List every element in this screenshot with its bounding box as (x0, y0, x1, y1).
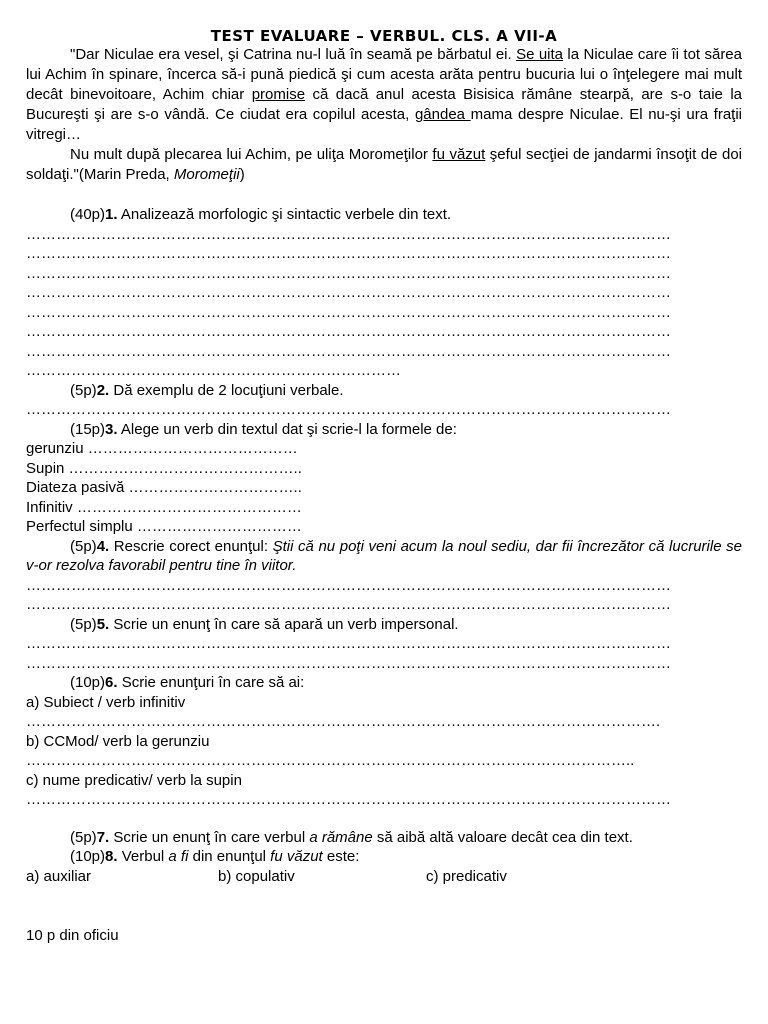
subitem-a: a) Subiect / verb infinitiv (26, 693, 186, 711)
answer-line[interactable]: ………………………………………………………………………………………………………………. (26, 713, 661, 730)
question-number: 7. (96, 828, 110, 846)
question-points: (40p) (70, 206, 106, 223)
answer-line[interactable]: ………………………………………………………………………………………………………………… (26, 791, 671, 808)
question-text: Alege un verb din textul dat şi scrie-l la formele de: (117, 420, 457, 438)
verb-italic: a fi (168, 848, 189, 865)
question-7 (26, 828, 742, 848)
question-text: Scrie un enunţ în care să apară un verb impersonal. (109, 615, 459, 633)
form-supin[interactable]: Supin ……………………………………….. (26, 459, 302, 477)
answer-line[interactable]: ………………………………………………………………………………………………………………… (26, 284, 671, 301)
passage-text: "Dar Niculae era vesel, şi Catrina nu-l luă în seamă pe bărbatul ei. (70, 46, 517, 63)
footer-points-note: 10 p din oficiu (26, 927, 119, 944)
answer-line[interactable]: ………………………………………………………………………………………………………………… (26, 225, 671, 243)
answer-line[interactable]: ………………………………………………………………………………………………………………… (26, 264, 671, 282)
verb-italic: a rămâne (309, 828, 373, 846)
subitem-c: c) nume predicativ/ verb la supin (26, 771, 242, 789)
question-points: (10p) (70, 848, 106, 865)
question-number: 6. (105, 674, 118, 691)
option-a[interactable]: a) auxiliar (26, 867, 92, 885)
form-gerunziu[interactable]: gerunziu …………………………………… (26, 440, 298, 457)
option-b[interactable]: b) copulativ (218, 867, 295, 885)
answer-line[interactable]: ………………………………………………………………………………………………………………… (26, 576, 671, 594)
question-4 (26, 537, 742, 576)
worksheet (26, 27, 742, 946)
question-text: să aibă altă valoare decât cea din text. (372, 828, 633, 846)
answer-line[interactable]: ………………………………………………………………………………………………………………… (26, 303, 671, 321)
underlined-verb: fu văzut (432, 146, 486, 163)
question-8 (26, 847, 742, 867)
form-diateza-pasiva[interactable]: Diateza pasivă …………………………….. (26, 479, 302, 496)
passage-text: la Niculae care îi tot sărea lui Achim în spinare, încerca să-i pună piedică şi cum acesta arăta pentru bucuria lui o înţelegere mai mult decât binevoitoare, Achim chiar (26, 46, 742, 103)
passage-text: şeful secţiei de jandarmi însoţit de doi soldaţi."(Marin Preda, (26, 146, 742, 183)
question-5 (26, 615, 742, 635)
question-number: 1. (105, 206, 118, 223)
question-1 (26, 205, 742, 225)
question-text: Scrie un enunţ în care verbul (109, 828, 310, 846)
source-title: Moromeţii (173, 166, 240, 183)
question-text: este: (322, 848, 360, 865)
question-points: (5p) (70, 381, 97, 399)
sentence-to-correct: Ştii că nu poţi veni acum la noul sediu, dar fii încrezător că lucrurile se v-or rezolva favorabil pentru tine în viitor. (26, 537, 742, 574)
option-c[interactable]: c) predicativ (426, 867, 507, 885)
answer-line[interactable]: ………………………………………………………………………………………………………….. (26, 752, 635, 769)
question-number: 8. (105, 848, 118, 865)
form-infinitiv[interactable]: Infinitiv ……………………………………… (26, 498, 302, 516)
form-perfectul-simplu[interactable]: Perfectul simplu …………………………… (26, 518, 302, 535)
subitem-b: b) CCMod/ verb la gerunziu (26, 732, 210, 750)
question-text: Analizează morfologic şi sintactic verbele din text. (117, 206, 452, 223)
answer-line[interactable]: ………………………………………………………………………………………………………………… (26, 654, 671, 672)
question-text: Rescrie corect enunţul: (109, 537, 273, 555)
answer-line[interactable]: ………………………………………………………………… (26, 362, 401, 379)
question-number: 3. (105, 420, 118, 438)
passage-text: mama despre Niculae. El nu-şi ura fraţii vitregi… (26, 106, 742, 143)
passage-paragraph-1 (26, 45, 742, 145)
answer-options (26, 867, 742, 887)
underlined-verb: gândea (414, 106, 471, 123)
answer-line[interactable]: ………………………………………………………………………………………………………………… (26, 596, 671, 613)
question-points: (5p) (70, 537, 97, 555)
question-points: (5p) (70, 615, 97, 633)
verb-italic: fu văzut (270, 848, 323, 865)
question-text: Scrie enunţuri în care să ai: (117, 674, 305, 691)
question-number: 2. (96, 381, 110, 399)
passage-text: că dacă anul acesta Bisisica rămâne stearpă, are s-o taie la Bucureşti şi are s-o vândă. Ce ciudat era copilul acesta, (26, 86, 743, 123)
underlined-verb: Se uita (516, 46, 564, 63)
question-text: din enunţul (188, 848, 271, 865)
question-number: 5. (96, 615, 110, 633)
question-3 (26, 420, 742, 440)
answer-line[interactable]: ………………………………………………………………………………………………………………… (26, 401, 671, 418)
question-points: (15p) (70, 420, 106, 438)
question-number: 4. (96, 537, 110, 555)
question-6 (26, 673, 742, 693)
question-text: Verbul (117, 848, 169, 865)
answer-line[interactable]: ………………………………………………………………………………………………………………… (26, 342, 671, 360)
answer-line[interactable]: ………………………………………………………………………………………………………………… (26, 323, 671, 340)
question-2 (26, 381, 742, 401)
answer-line[interactable]: ………………………………………………………………………………………………………………… (26, 635, 671, 652)
passage-paragraph-2 (26, 145, 742, 185)
page-title: TEST EVALUARE – VERBUL. CLS. A VII-A (210, 27, 558, 45)
question-text: Dă exemplu de 2 locuţiuni verbale. (109, 381, 344, 399)
passage-text: ) (239, 166, 245, 183)
underlined-verb: promise (251, 86, 306, 103)
question-points: (10p) (70, 674, 106, 691)
passage-text: Nu mult după plecarea lui Achim, pe uliţa Moromeţilor (70, 146, 433, 163)
question-points: (5p) (70, 828, 97, 846)
answer-line[interactable]: ………………………………………………………………………………………………………………… (26, 245, 671, 262)
